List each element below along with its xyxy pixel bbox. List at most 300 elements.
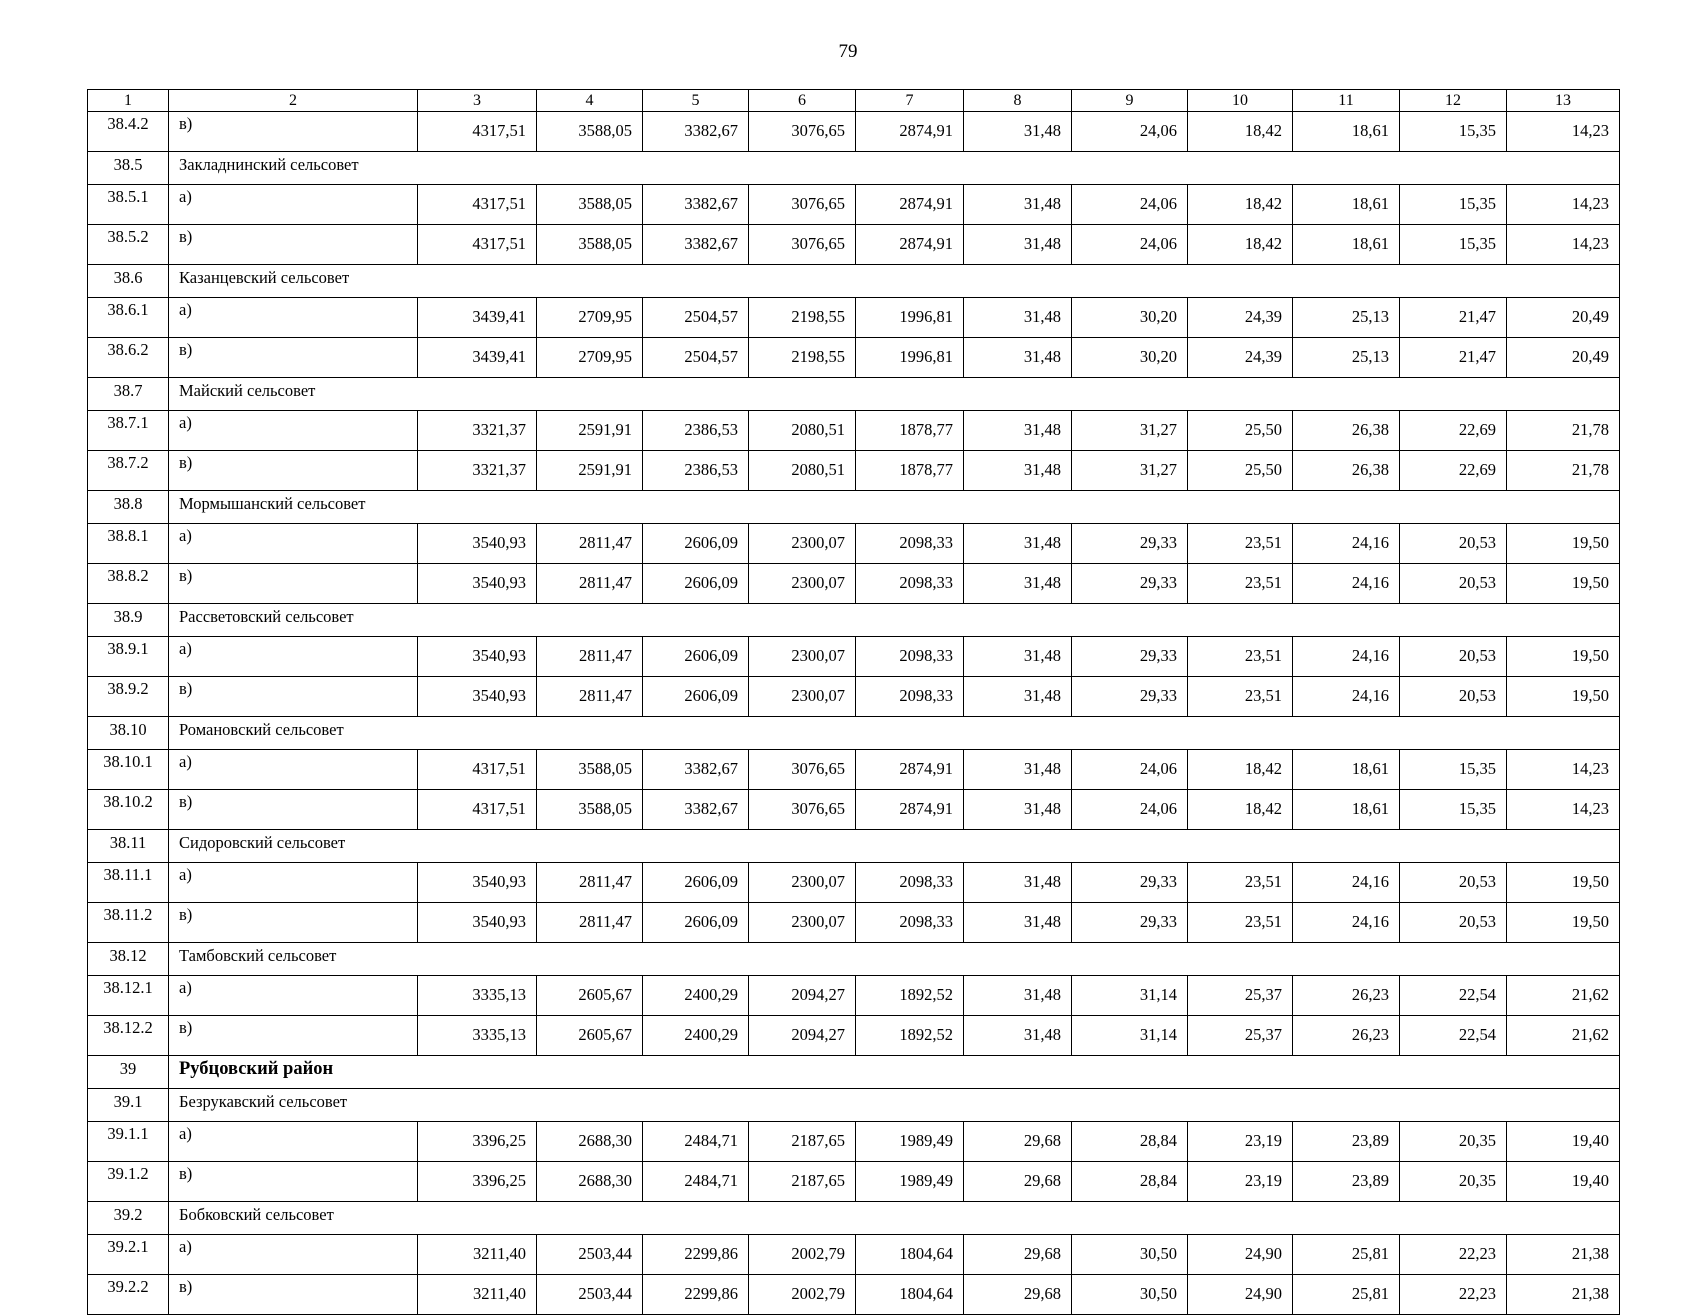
value-cell: 1892,52 (856, 976, 964, 1016)
value-cell: 29,33 (1072, 903, 1188, 943)
row-subitem-label: в) (169, 903, 418, 943)
value-cell: 24,16 (1293, 637, 1400, 677)
value-cell: 18,61 (1293, 750, 1400, 790)
value-cell: 18,42 (1188, 790, 1293, 830)
value-cell: 2688,30 (537, 1122, 643, 1162)
value-cell: 3588,05 (537, 225, 643, 265)
value-cell: 18,61 (1293, 112, 1400, 152)
row-subitem-label: а) (169, 185, 418, 225)
value-cell: 31,14 (1072, 1016, 1188, 1056)
value-cell: 30,50 (1072, 1235, 1188, 1275)
value-cell: 3382,67 (643, 185, 749, 225)
column-number-header: 4 (537, 90, 643, 112)
value-cell: 31,48 (964, 185, 1072, 225)
row-number: 38.8.2 (88, 564, 169, 604)
value-cell: 1878,77 (856, 451, 964, 491)
section-row (88, 943, 1620, 976)
table-row (88, 1122, 1620, 1162)
row-subitem-label: в) (169, 1016, 418, 1056)
section-number: 39.1 (88, 1089, 169, 1122)
value-cell: 18,42 (1188, 185, 1293, 225)
table-row (88, 411, 1620, 451)
value-cell: 29,33 (1072, 524, 1188, 564)
value-cell: 14,23 (1507, 185, 1620, 225)
value-cell: 30,20 (1072, 298, 1188, 338)
value-cell: 21,62 (1507, 976, 1620, 1016)
section-number: 38.11 (88, 830, 169, 863)
value-cell: 31,48 (964, 863, 1072, 903)
value-cell: 31,27 (1072, 451, 1188, 491)
value-cell: 2400,29 (643, 1016, 749, 1056)
value-cell: 2503,44 (537, 1235, 643, 1275)
value-cell: 2300,07 (749, 637, 856, 677)
value-cell: 3540,93 (418, 524, 537, 564)
selsovet-name: Майский сельсовет (169, 378, 1620, 411)
column-number-header-row (88, 90, 1620, 112)
value-cell: 2187,65 (749, 1122, 856, 1162)
value-cell: 26,23 (1293, 976, 1400, 1016)
row-number: 38.11.1 (88, 863, 169, 903)
row-number: 38.10.2 (88, 790, 169, 830)
value-cell: 22,69 (1400, 451, 1507, 491)
value-cell: 3076,65 (749, 225, 856, 265)
section-number: 39.2 (88, 1202, 169, 1235)
value-cell: 24,06 (1072, 225, 1188, 265)
value-cell: 25,13 (1293, 298, 1400, 338)
value-cell: 2300,07 (749, 863, 856, 903)
value-cell: 2811,47 (537, 524, 643, 564)
value-cell: 3588,05 (537, 750, 643, 790)
value-cell: 2400,29 (643, 976, 749, 1016)
value-cell: 24,16 (1293, 863, 1400, 903)
value-cell: 31,48 (964, 1016, 1072, 1056)
value-cell: 23,89 (1293, 1162, 1400, 1202)
row-number: 38.12.2 (88, 1016, 169, 1056)
value-cell: 2605,67 (537, 976, 643, 1016)
value-cell: 2098,33 (856, 564, 964, 604)
value-cell: 29,68 (964, 1275, 1072, 1315)
value-cell: 1892,52 (856, 1016, 964, 1056)
value-cell: 21,47 (1400, 298, 1507, 338)
value-cell: 21,62 (1507, 1016, 1620, 1056)
selsovet-name: Закладнинский сельсовет (169, 152, 1620, 185)
value-cell: 2094,27 (749, 976, 856, 1016)
column-number-header: 13 (1507, 90, 1620, 112)
value-cell: 3321,37 (418, 451, 537, 491)
section-row (88, 1202, 1620, 1235)
value-cell: 2386,53 (643, 411, 749, 451)
row-subitem-label: в) (169, 564, 418, 604)
value-cell: 24,16 (1293, 677, 1400, 717)
value-cell: 3540,93 (418, 677, 537, 717)
value-cell: 3540,93 (418, 637, 537, 677)
section-row (88, 604, 1620, 637)
section-row (88, 152, 1620, 185)
value-cell: 21,78 (1507, 451, 1620, 491)
row-subitem-label: а) (169, 863, 418, 903)
value-cell: 23,51 (1188, 677, 1293, 717)
selsovet-name: Мормышанский сельсовет (169, 491, 1620, 524)
table-row (88, 112, 1620, 152)
row-number: 39.2.1 (88, 1235, 169, 1275)
value-cell: 2874,91 (856, 225, 964, 265)
row-number: 38.6.1 (88, 298, 169, 338)
value-cell: 3335,13 (418, 976, 537, 1016)
row-subitem-label: а) (169, 524, 418, 564)
value-cell: 2811,47 (537, 903, 643, 943)
value-cell: 24,90 (1188, 1275, 1293, 1315)
value-cell: 19,50 (1507, 677, 1620, 717)
value-cell: 15,35 (1400, 112, 1507, 152)
value-cell: 31,48 (964, 677, 1072, 717)
column-number-header: 3 (418, 90, 537, 112)
value-cell: 31,48 (964, 976, 1072, 1016)
value-cell: 2811,47 (537, 863, 643, 903)
value-cell: 3540,93 (418, 564, 537, 604)
value-cell: 23,51 (1188, 903, 1293, 943)
value-cell: 2709,95 (537, 298, 643, 338)
row-number: 38.5.2 (88, 225, 169, 265)
table-row (88, 976, 1620, 1016)
value-cell: 20,53 (1400, 863, 1507, 903)
district-name: Рубцовский район (169, 1056, 1620, 1089)
value-cell: 28,84 (1072, 1122, 1188, 1162)
value-cell: 2098,33 (856, 903, 964, 943)
value-cell: 23,89 (1293, 1122, 1400, 1162)
value-cell: 3439,41 (418, 298, 537, 338)
value-cell: 3382,67 (643, 225, 749, 265)
value-cell: 2606,09 (643, 863, 749, 903)
row-number: 38.5.1 (88, 185, 169, 225)
column-number-header: 10 (1188, 90, 1293, 112)
value-cell: 3396,25 (418, 1162, 537, 1202)
row-subitem-label: в) (169, 1162, 418, 1202)
value-cell: 23,19 (1188, 1122, 1293, 1162)
value-cell: 23,51 (1188, 524, 1293, 564)
table-row (88, 863, 1620, 903)
value-cell: 2606,09 (643, 903, 749, 943)
page-number: 79 (838, 41, 858, 62)
value-cell: 31,48 (964, 564, 1072, 604)
table-row (88, 338, 1620, 378)
row-subitem-label: в) (169, 112, 418, 152)
value-cell: 20,53 (1400, 677, 1507, 717)
value-cell: 3076,65 (749, 112, 856, 152)
value-cell: 2300,07 (749, 524, 856, 564)
value-cell: 4317,51 (418, 790, 537, 830)
section-number: 38.10 (88, 717, 169, 750)
value-cell: 31,48 (964, 298, 1072, 338)
row-number: 38.12.1 (88, 976, 169, 1016)
row-subitem-label: в) (169, 1275, 418, 1315)
value-cell: 2811,47 (537, 637, 643, 677)
value-cell: 19,50 (1507, 637, 1620, 677)
value-cell: 20,53 (1400, 637, 1507, 677)
section-row (88, 265, 1620, 298)
value-cell: 1989,49 (856, 1162, 964, 1202)
value-cell: 25,50 (1188, 451, 1293, 491)
value-cell: 1804,64 (856, 1275, 964, 1315)
value-cell: 2300,07 (749, 564, 856, 604)
table-row (88, 564, 1620, 604)
value-cell: 19,50 (1507, 524, 1620, 564)
value-cell: 1996,81 (856, 338, 964, 378)
row-subitem-label: а) (169, 750, 418, 790)
value-cell: 3382,67 (643, 790, 749, 830)
row-number: 39.1.2 (88, 1162, 169, 1202)
row-subitem-label: а) (169, 298, 418, 338)
value-cell: 23,19 (1188, 1162, 1293, 1202)
value-cell: 1878,77 (856, 411, 964, 451)
tariff-table (87, 89, 1620, 1315)
value-cell: 2098,33 (856, 524, 964, 564)
selsovet-name: Бобковский сельсовет (169, 1202, 1620, 1235)
row-number: 38.7.1 (88, 411, 169, 451)
value-cell: 21,78 (1507, 411, 1620, 451)
value-cell: 2504,57 (643, 338, 749, 378)
table-row (88, 451, 1620, 491)
value-cell: 25,81 (1293, 1235, 1400, 1275)
value-cell: 24,39 (1188, 298, 1293, 338)
value-cell: 18,42 (1188, 750, 1293, 790)
table-row (88, 903, 1620, 943)
table-row (88, 298, 1620, 338)
value-cell: 14,23 (1507, 790, 1620, 830)
value-cell: 2606,09 (643, 677, 749, 717)
value-cell: 20,35 (1400, 1162, 1507, 1202)
value-cell: 29,68 (964, 1235, 1072, 1275)
value-cell: 21,47 (1400, 338, 1507, 378)
value-cell: 31,48 (964, 750, 1072, 790)
value-cell: 3540,93 (418, 903, 537, 943)
section-number: 38.12 (88, 943, 169, 976)
value-cell: 2606,09 (643, 564, 749, 604)
column-number-header: 12 (1400, 90, 1507, 112)
value-cell: 3382,67 (643, 112, 749, 152)
value-cell: 2187,65 (749, 1162, 856, 1202)
value-cell: 2811,47 (537, 677, 643, 717)
value-cell: 24,06 (1072, 750, 1188, 790)
table-row (88, 225, 1620, 265)
value-cell: 24,90 (1188, 1235, 1293, 1275)
table-row (88, 750, 1620, 790)
row-subitem-label: в) (169, 338, 418, 378)
value-cell: 2386,53 (643, 451, 749, 491)
value-cell: 2874,91 (856, 112, 964, 152)
table-row (88, 677, 1620, 717)
value-cell: 31,48 (964, 790, 1072, 830)
value-cell: 3076,65 (749, 750, 856, 790)
section-number: 38.5 (88, 152, 169, 185)
column-number-header: 9 (1072, 90, 1188, 112)
row-subitem-label: в) (169, 225, 418, 265)
selsovet-name: Тамбовский сельсовет (169, 943, 1620, 976)
value-cell: 19,40 (1507, 1122, 1620, 1162)
table-row (88, 1275, 1620, 1315)
table-row (88, 1016, 1620, 1056)
section-number: 38.7 (88, 378, 169, 411)
value-cell: 31,48 (964, 112, 1072, 152)
value-cell: 3396,25 (418, 1122, 537, 1162)
value-cell: 2098,33 (856, 677, 964, 717)
value-cell: 2002,79 (749, 1275, 856, 1315)
row-number: 38.9.2 (88, 677, 169, 717)
value-cell: 28,84 (1072, 1162, 1188, 1202)
value-cell: 2094,27 (749, 1016, 856, 1056)
value-cell: 15,35 (1400, 790, 1507, 830)
value-cell: 15,35 (1400, 750, 1507, 790)
value-cell: 3335,13 (418, 1016, 537, 1056)
value-cell: 14,23 (1507, 225, 1620, 265)
value-cell: 2299,86 (643, 1235, 749, 1275)
value-cell: 2198,55 (749, 338, 856, 378)
value-cell: 18,61 (1293, 185, 1400, 225)
value-cell: 25,81 (1293, 1275, 1400, 1315)
value-cell: 3211,40 (418, 1235, 537, 1275)
value-cell: 19,50 (1507, 564, 1620, 604)
column-number-header: 2 (169, 90, 418, 112)
value-cell: 1996,81 (856, 298, 964, 338)
value-cell: 29,33 (1072, 637, 1188, 677)
row-subitem-label: а) (169, 411, 418, 451)
value-cell: 2080,51 (749, 451, 856, 491)
row-subitem-label: в) (169, 677, 418, 717)
value-cell: 2688,30 (537, 1162, 643, 1202)
value-cell: 20,53 (1400, 524, 1507, 564)
value-cell: 3439,41 (418, 338, 537, 378)
value-cell: 24,16 (1293, 524, 1400, 564)
value-cell: 3321,37 (418, 411, 537, 451)
value-cell: 2484,71 (643, 1162, 749, 1202)
value-cell: 22,54 (1400, 1016, 1507, 1056)
row-number: 39.2.2 (88, 1275, 169, 1315)
section-number: 38.9 (88, 604, 169, 637)
value-cell: 19,50 (1507, 863, 1620, 903)
value-cell: 1804,64 (856, 1235, 964, 1275)
value-cell: 3076,65 (749, 790, 856, 830)
section-number: 38.8 (88, 491, 169, 524)
table-body (88, 90, 1620, 1315)
value-cell: 31,48 (964, 637, 1072, 677)
value-cell: 2299,86 (643, 1275, 749, 1315)
value-cell: 25,13 (1293, 338, 1400, 378)
value-cell: 25,37 (1188, 976, 1293, 1016)
section-number: 39 (88, 1056, 169, 1089)
value-cell: 2080,51 (749, 411, 856, 451)
value-cell: 18,61 (1293, 790, 1400, 830)
value-cell: 29,33 (1072, 677, 1188, 717)
value-cell: 24,16 (1293, 564, 1400, 604)
value-cell: 22,23 (1400, 1275, 1507, 1315)
value-cell: 1989,49 (856, 1122, 964, 1162)
value-cell: 20,53 (1400, 564, 1507, 604)
column-number-header: 6 (749, 90, 856, 112)
value-cell: 30,20 (1072, 338, 1188, 378)
row-number: 38.8.1 (88, 524, 169, 564)
value-cell: 29,68 (964, 1122, 1072, 1162)
value-cell: 30,50 (1072, 1275, 1188, 1315)
value-cell: 24,16 (1293, 903, 1400, 943)
value-cell: 4317,51 (418, 750, 537, 790)
value-cell: 2605,67 (537, 1016, 643, 1056)
section-row (88, 1089, 1620, 1122)
selsovet-name: Казанцевский сельсовет (169, 265, 1620, 298)
value-cell: 20,49 (1507, 298, 1620, 338)
value-cell: 31,48 (964, 524, 1072, 564)
value-cell: 2098,33 (856, 863, 964, 903)
row-subitem-label: а) (169, 1122, 418, 1162)
table-row (88, 1235, 1620, 1275)
value-cell: 26,23 (1293, 1016, 1400, 1056)
row-subitem-label: в) (169, 451, 418, 491)
value-cell: 31,48 (964, 338, 1072, 378)
row-number: 38.6.2 (88, 338, 169, 378)
row-number: 38.4.2 (88, 112, 169, 152)
value-cell: 14,23 (1507, 112, 1620, 152)
value-cell: 25,50 (1188, 411, 1293, 451)
value-cell: 23,51 (1188, 637, 1293, 677)
value-cell: 14,23 (1507, 750, 1620, 790)
value-cell: 21,38 (1507, 1235, 1620, 1275)
value-cell: 2874,91 (856, 790, 964, 830)
value-cell: 2300,07 (749, 677, 856, 717)
row-number: 39.1.1 (88, 1122, 169, 1162)
value-cell: 2874,91 (856, 750, 964, 790)
selsovet-name: Безрукавский сельсовет (169, 1089, 1620, 1122)
column-number-header: 8 (964, 90, 1072, 112)
selsovet-name: Рассветовский сельсовет (169, 604, 1620, 637)
value-cell: 31,48 (964, 903, 1072, 943)
table-row (88, 637, 1620, 677)
value-cell: 2002,79 (749, 1235, 856, 1275)
value-cell: 20,35 (1400, 1122, 1507, 1162)
value-cell: 2709,95 (537, 338, 643, 378)
district-row (88, 1056, 1620, 1089)
section-row (88, 717, 1620, 750)
value-cell: 15,35 (1400, 225, 1507, 265)
row-number: 38.11.2 (88, 903, 169, 943)
value-cell: 2606,09 (643, 524, 749, 564)
value-cell: 2503,44 (537, 1275, 643, 1315)
section-row (88, 830, 1620, 863)
row-number: 38.10.1 (88, 750, 169, 790)
value-cell: 3588,05 (537, 112, 643, 152)
column-number-header: 11 (1293, 90, 1400, 112)
value-cell: 24,06 (1072, 112, 1188, 152)
value-cell: 24,06 (1072, 790, 1188, 830)
value-cell: 29,33 (1072, 564, 1188, 604)
value-cell: 2098,33 (856, 637, 964, 677)
value-cell: 19,40 (1507, 1162, 1620, 1202)
value-cell: 2606,09 (643, 637, 749, 677)
value-cell: 26,38 (1293, 411, 1400, 451)
table-row (88, 185, 1620, 225)
value-cell: 4317,51 (418, 185, 537, 225)
value-cell: 2591,91 (537, 451, 643, 491)
value-cell: 23,51 (1188, 863, 1293, 903)
selsovet-name: Романовский сельсовет (169, 717, 1620, 750)
row-number: 38.9.1 (88, 637, 169, 677)
value-cell: 22,23 (1400, 1235, 1507, 1275)
value-cell: 3211,40 (418, 1275, 537, 1315)
value-cell: 3076,65 (749, 185, 856, 225)
value-cell: 31,14 (1072, 976, 1188, 1016)
section-row (88, 491, 1620, 524)
value-cell: 23,51 (1188, 564, 1293, 604)
value-cell: 2874,91 (856, 185, 964, 225)
row-subitem-label: в) (169, 790, 418, 830)
value-cell: 21,38 (1507, 1275, 1620, 1315)
